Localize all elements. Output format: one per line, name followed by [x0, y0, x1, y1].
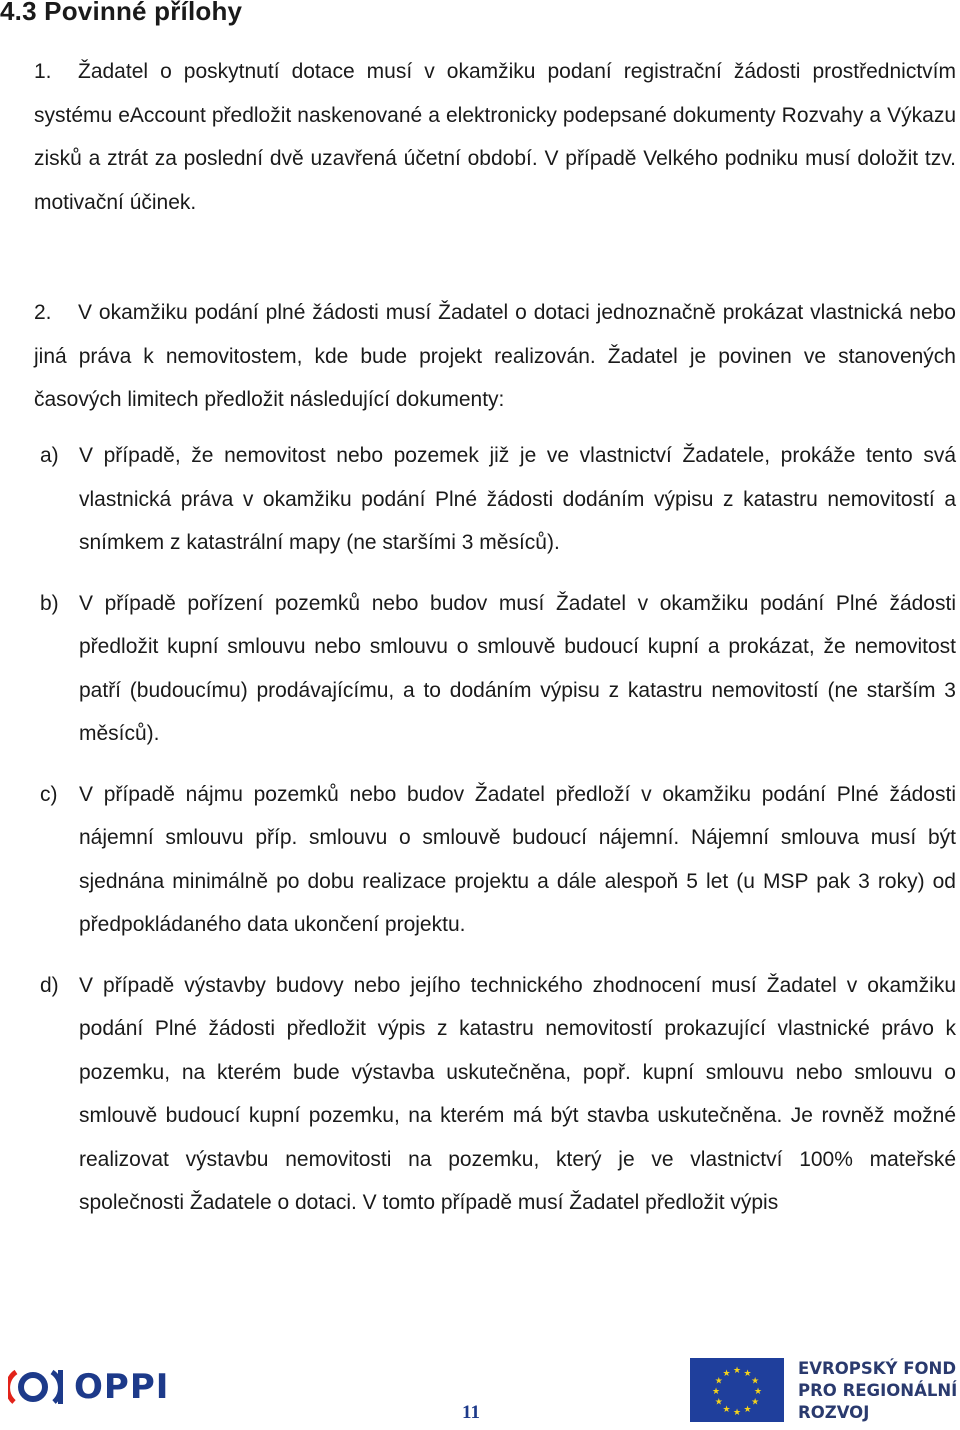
document-list [0, 434, 956, 1242]
paragraph-number: 1. [34, 60, 52, 83]
eu-flag-icon [690, 1358, 784, 1422]
oppi-logo [8, 1364, 169, 1410]
svg-text:★: ★ [732, 1366, 742, 1376]
paragraph-text: Žadatel o poskytnutí dotace musí v okamžiku podaní registrační žádosti prostřednictvím systému eAccount předložit naskenované a elektronicky podepsané dokumenty Rozvahy a Výkazu zisků a ztrát za poslední dvě uzavřená účetní období. V případě Velkého podniku musí doložit tzv. motivační účinek. [34, 60, 956, 214]
eu-fund-line: ROZVOJ [798, 1403, 870, 1422]
svg-text:★: ★ [714, 1376, 723, 1387]
svg-text:★: ★ [722, 1405, 731, 1416]
paragraph-text: V okamžiku podání plné žádosti musí Žadatel o dotaci jednoznačně prokázat vlastnická nebo jiná práva k nemovitostem, kde bude projekt realizován. Žadatel je povinen ve stanovených časových limitech předložit následující dokumenty: [34, 301, 956, 411]
eu-fund-text [798, 1358, 957, 1424]
section-heading: 4.3 Povinné přílohy [0, 0, 243, 26]
svg-text:★: ★ [753, 1387, 763, 1397]
list-item [0, 434, 956, 565]
svg-text:★: ★ [743, 1405, 752, 1416]
list-marker: a) [40, 444, 59, 467]
list-item [0, 964, 956, 1225]
list-item-text: V případě pořízení pozemků nebo budov musí Žadatel v okamžiku podání Plné žádosti předložit kupní smlouvu nebo smlouvu o smlouvě budoucí kupní a prokázat, že nemovitost patří (budoucímu) prodávajícímu, a to dodáním výpisu z katastru nemovitostí (ne starším 3 měsíců). [79, 591, 956, 745]
list-item-text: V případě nájmu pozemků nebo budov Žadatel předloží v okamžiku podání Plné žádosti nájemní smlouvu příp. smlouvu o smlouvě budoucí nájemní. Nájemní smlouva musí být sjednána minimálně po dobu realizace projektu a dále alespoň 5 let (u MSP pak 3 roky) od předpokládaného data ukončení projektu. [79, 782, 956, 936]
list-item-text: V případě výstavby budovy nebo jejího technického zhodnocení musí Žadatel v okamžiku podání Plné žádosti předložit výpis z katastru nemovitostí prokazující vlastnické právo k pozemku, na kterém bude výstavba uskutečněna, popř. kupní smlouvu nebo smlouvu o smlouvě budoucí kupní pozemku, na kterém má být stavba uskutečněna. Je rovněž možné realizovat výstavbu nemovitosti na pozemku, který je ve vlastnictví 100% mateřské společnosti Žadatele o dotaci. V tomto případě musí Žadatel předložit výpis [79, 973, 956, 1214]
svg-text:★: ★ [722, 1368, 731, 1379]
svg-text:★: ★ [711, 1387, 721, 1397]
list-item-text: V případě, že nemovitost nebo pozemek již je ve vlastnictví Žadatele, prokáže tento svá vlastnická práva v okamžiku podání Plné žádosti dodáním výpisu z katastru nemovitostí a snímkem z katastrální mapy (ne staršími 3 měsíců). [79, 444, 956, 554]
list-item [0, 773, 956, 947]
oppi-emblem-icon [8, 1364, 64, 1410]
oppi-logo-text: OPPI [74, 1367, 170, 1407]
paragraph-1 [34, 50, 956, 224]
paragraph-2 [34, 291, 956, 422]
svg-text:★: ★ [751, 1376, 760, 1387]
page-number: 11 [462, 1402, 480, 1423]
paragraph-number: 2. [34, 301, 52, 324]
eu-fund-line: EVROPSKÝ FOND [798, 1359, 957, 1378]
svg-text:★: ★ [732, 1408, 742, 1418]
list-item [0, 582, 956, 756]
eu-fund-logo [690, 1358, 957, 1424]
list-marker: d) [40, 973, 59, 997]
svg-text:★: ★ [743, 1368, 752, 1379]
svg-text:★: ★ [714, 1397, 723, 1408]
svg-text:★: ★ [751, 1397, 760, 1408]
list-marker: c) [40, 782, 58, 806]
eu-fund-line: PRO REGIONÁLNÍ [798, 1381, 958, 1400]
list-marker: b) [40, 591, 59, 615]
page-footer [0, 1352, 960, 1430]
